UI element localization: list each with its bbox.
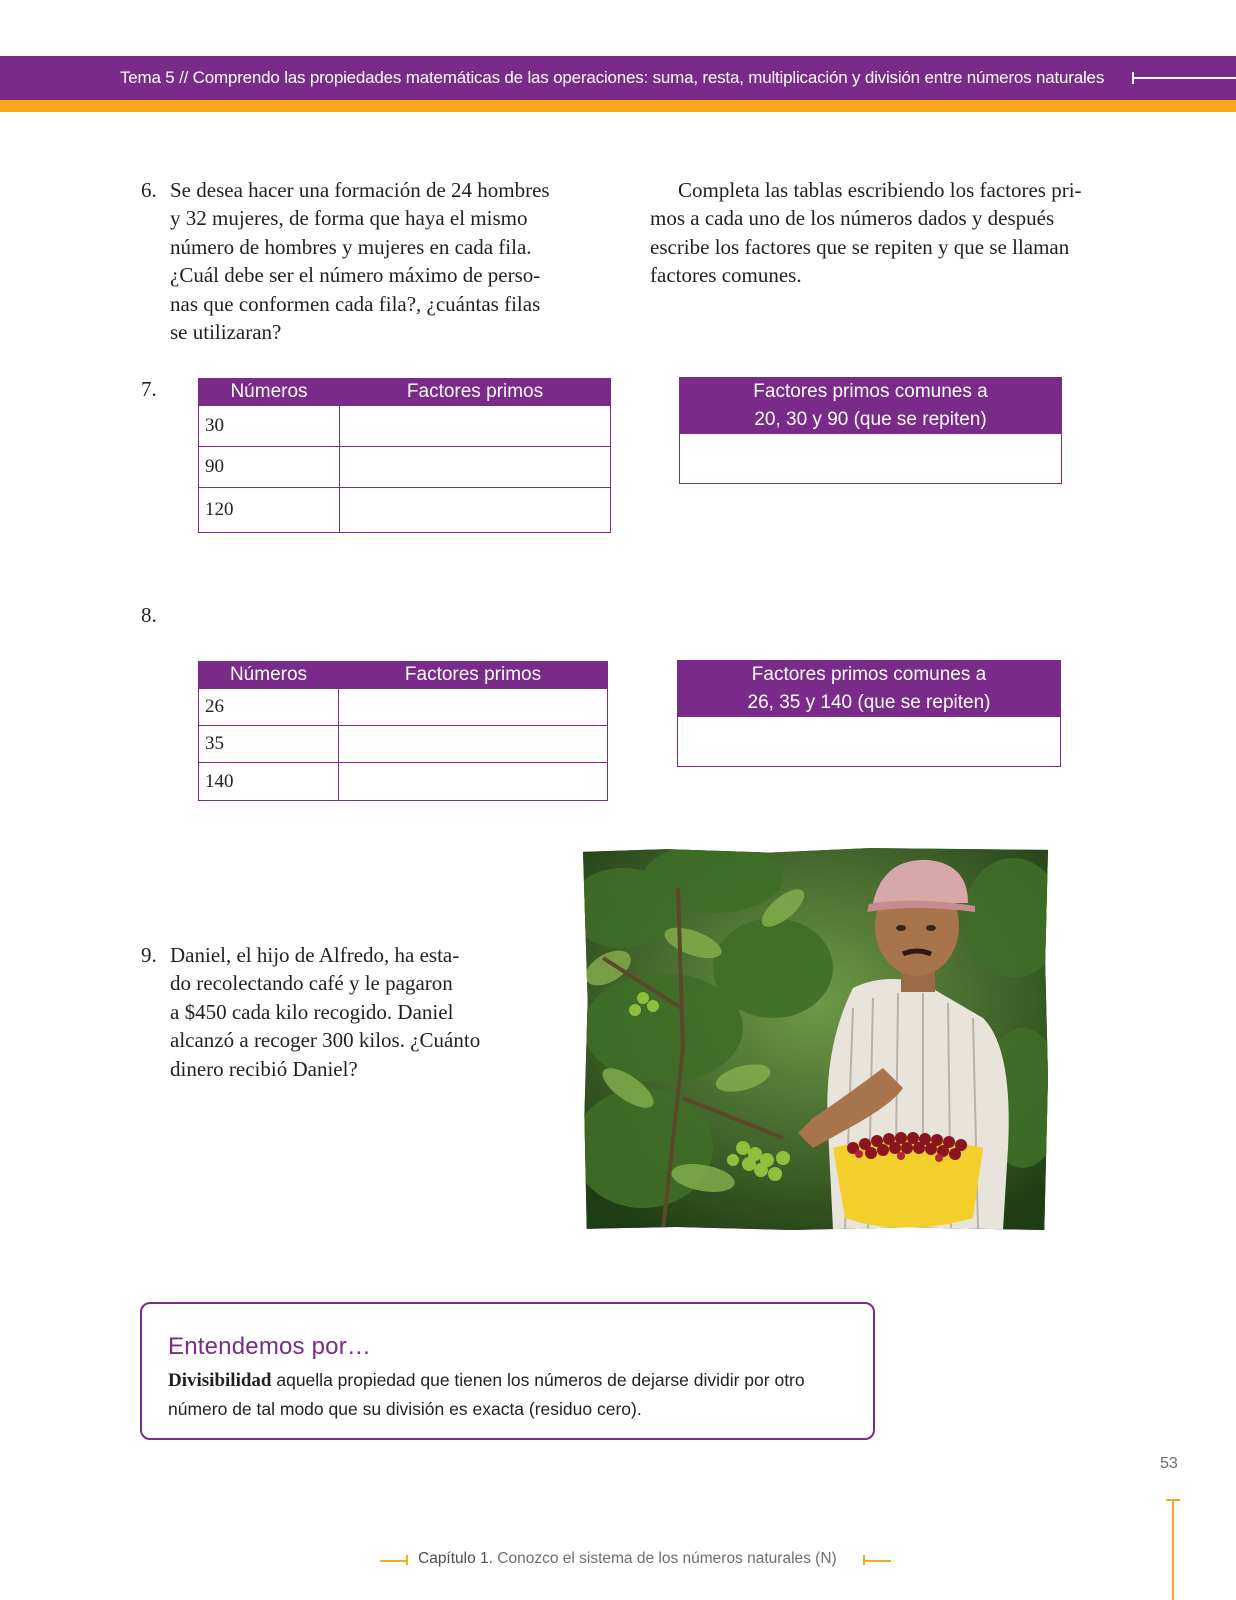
question-7-number: 7. <box>141 377 157 401</box>
common-factors-header-line: Factores primos comunes a <box>753 381 988 402</box>
definition-text-line: aquella propiedad que tienen los números de dejarse dividir por otro <box>271 1370 805 1390</box>
text-line: se utilizaran? <box>170 320 282 345</box>
text-line: a $450 cada kilo recogido. Daniel <box>170 999 454 1024</box>
coffee-farmer-illustration <box>583 848 1048 1230</box>
table-row <box>199 726 608 763</box>
number-cell: 140 <box>199 763 339 801</box>
table-row <box>199 689 608 726</box>
question-7-prime-factors-table <box>198 378 611 533</box>
text-line: factores comunes. <box>650 263 802 288</box>
text-line: mos a cada uno de los números dados y después <box>650 206 1055 231</box>
number-cell: 120 <box>199 488 340 533</box>
header-line <box>1134 77 1236 79</box>
page-header-title: Tema 5 // Comprendo las propiedades matemáticas de las operaciones: suma, resta, multiplicación y división entre números naturales <box>120 68 1105 87</box>
question-6-text <box>170 176 630 346</box>
text-line: alcanzó a recoger 300 kilos. ¿Cuánto <box>170 1028 481 1053</box>
column-header-prime-factors: Factores primos <box>340 379 611 406</box>
text-line: y 32 mujeres, de forma que haya el mismo <box>170 206 528 231</box>
header-accent-stripe <box>0 100 1236 112</box>
common-factors-answer-area[interactable] <box>678 717 1060 764</box>
footer-chapter-label: Capítulo 1. <box>418 1550 493 1567</box>
answer-cell[interactable] <box>339 763 608 801</box>
number-cell: 30 <box>199 406 340 447</box>
question-8-number: 8. <box>141 603 157 627</box>
answer-cell[interactable] <box>340 447 611 488</box>
common-factors-header-line: Factores primos comunes a <box>751 664 987 685</box>
text-line: do recolectando café y le pagaron <box>170 971 453 996</box>
footer-right-line <box>863 1560 891 1562</box>
answer-cell[interactable] <box>339 726 608 763</box>
number-cell: 35 <box>199 726 339 763</box>
text-line: escribe los factores que se repiten y que se llaman <box>650 234 1070 259</box>
footer-vertical-line <box>1172 1500 1174 1600</box>
text-line: Daniel, el hijo de Alfredo, ha esta- <box>170 943 460 967</box>
column-header-numbers: Números <box>199 662 339 689</box>
number-cell: 26 <box>199 689 339 726</box>
text-line: Se desea hacer una formación de 24 hombres <box>170 178 550 202</box>
text-line: ¿Cuál debe ser el número máximo de perso- <box>170 263 541 288</box>
question-8-common-factors-box <box>677 660 1061 767</box>
table-row <box>199 406 611 447</box>
common-factors-header-line: 20, 30 y 90 (que se repiten) <box>754 409 987 430</box>
answer-cell[interactable] <box>339 689 608 726</box>
footer-chapter <box>418 1550 837 1568</box>
footer-left-line <box>380 1560 408 1562</box>
definition-text-line: número de tal modo que su división es exacta (residuo cero). <box>168 1399 642 1419</box>
page-number: 53 <box>1160 1455 1178 1472</box>
coffee-farmer-photo <box>583 848 1048 1230</box>
number-cell: 90 <box>199 447 340 488</box>
column-header-numbers: Números <box>199 379 340 406</box>
common-factors-header <box>678 661 1060 717</box>
common-factors-answer-area[interactable] <box>680 434 1061 481</box>
text-line: dinero recibió Daniel? <box>170 1056 358 1081</box>
common-factors-header-line: 26, 35 y 140 (que se repiten) <box>747 692 991 713</box>
question-7-common-factors-box <box>679 377 1062 484</box>
footer-left-tick <box>406 1555 408 1565</box>
definition-text <box>168 1366 858 1423</box>
question-9-text <box>170 941 560 1083</box>
table-row <box>199 447 611 488</box>
common-factors-header <box>680 378 1061 434</box>
text-line: Completa las tablas escribiendo los factores pri- <box>678 178 1082 202</box>
question-8-prime-factors-table <box>198 661 608 801</box>
question-6-number: 6. <box>141 178 157 202</box>
table-row <box>199 488 611 533</box>
table-row <box>199 763 608 801</box>
answer-cell[interactable] <box>340 406 611 447</box>
definition-title: Entendemos por… <box>168 1333 372 1360</box>
definition-term: Divisibilidad <box>168 1370 272 1391</box>
column-header-prime-factors: Factores primos <box>339 662 608 689</box>
footer-chapter-title: Conozco el sistema de los números naturales (N) <box>492 1550 837 1567</box>
instructions-text <box>650 176 1140 290</box>
question-9-number: 9. <box>141 943 157 967</box>
text-line: nas que conformen cada fila?, ¿cuántas filas <box>170 291 541 316</box>
answer-cell[interactable] <box>340 488 611 533</box>
text-line: número de hombres y mujeres en cada fila. <box>170 234 532 259</box>
